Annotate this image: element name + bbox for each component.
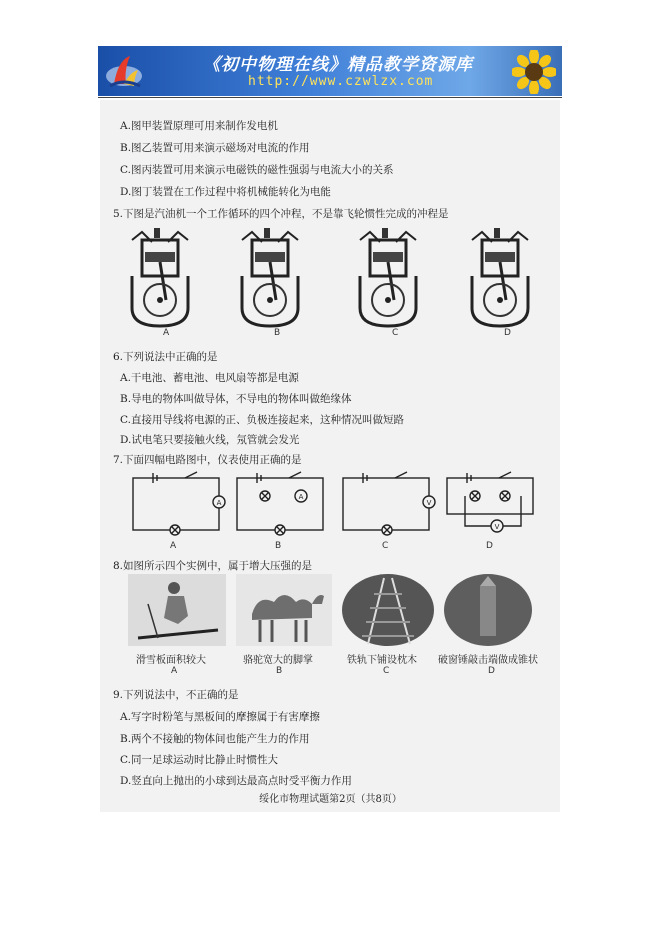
camel-image — [236, 574, 332, 646]
svg-text:V: V — [426, 499, 432, 507]
engine-strokes-figure — [118, 222, 538, 340]
q8-caption-a: 滑雪板面积较大 — [136, 655, 206, 666]
q9-option-b: B.两个不接触的物体间也能产生力的作用 — [120, 733, 310, 745]
q8-label-b: B — [276, 666, 283, 676]
page-footer: 绥化市物理试题第2页（共8页） — [259, 794, 402, 805]
q4-option-d: D.图丁装置在工作过程中将机械能转化为电能 — [120, 186, 331, 198]
q6-option-d: D.试电笔只要接触火线，氖管就会发光 — [120, 434, 300, 446]
skier-image — [128, 574, 226, 646]
site-banner — [98, 46, 562, 96]
circuits-figure — [125, 468, 545, 540]
circuit-label-b: B — [275, 541, 282, 551]
pressure-examples-figure — [128, 574, 538, 646]
question-8: 8.如图所示四个实例中，属于增大压强的是 — [113, 560, 313, 572]
question-6: 6.下列说法中正确的是 — [113, 351, 218, 363]
railway-image — [342, 574, 434, 646]
engine-label-a: A — [163, 328, 170, 338]
engine-label-d: D — [504, 328, 511, 338]
question-9: 9.下列说法中，不正确的是 — [113, 689, 239, 701]
q8-caption-b: 骆驼宽大的脚掌 — [243, 655, 313, 666]
q4-option-a: A.图甲装置原理可用来制作发电机 — [120, 120, 278, 132]
q8-label-d: D — [488, 666, 495, 676]
circuit-label-c: C — [382, 541, 389, 551]
header-rule — [98, 97, 562, 98]
banner-url[interactable]: http://www.czwlzx.com — [248, 74, 434, 89]
q8-caption-c: 铁轨下铺设枕木 — [347, 655, 417, 666]
q6-option-c: C.直接用导线将电源的正、负极连接起来，这种情况叫做短路 — [120, 414, 404, 426]
q6-option-b: B.导电的物体叫做导体，不导电的物体叫做绝缘体 — [120, 393, 352, 405]
svg-text:A: A — [298, 493, 304, 501]
q9-option-c: C.同一足球运动时比静止时惯性大 — [120, 754, 278, 766]
safety-hammer-image — [444, 574, 532, 646]
question-5: 5.下图是汽油机一个工作循环的四个冲程，不是靠飞轮惯性完成的冲程是 — [113, 208, 449, 220]
svg-text:V: V — [494, 523, 500, 531]
engine-label-c: C — [392, 328, 399, 338]
q9-option-a: A.写字时粉笔与黑板间的摩擦属于有害摩擦 — [120, 711, 320, 723]
site-logo-icon — [104, 50, 144, 92]
q6-option-a: A.干电池、蓄电池、电风扇等都是电源 — [120, 372, 299, 384]
q4-option-b: B.图乙装置可用来演示磁场对电流的作用 — [120, 142, 310, 154]
q8-label-a: A — [171, 666, 178, 676]
circuit-label-a: A — [170, 541, 177, 551]
svg-text:A: A — [216, 499, 222, 507]
q4-option-c: C.图丙装置可用来演示电磁铁的磁性强弱与电流大小的关系 — [120, 164, 394, 176]
q8-label-c: C — [383, 666, 390, 676]
circuit-label-d: D — [486, 541, 493, 551]
question-7: 7.下面四幅电路图中，仪表使用正确的是 — [113, 454, 302, 466]
q9-option-d: D.竖直向上抛出的小球到达最高点时受平衡力作用 — [120, 775, 352, 787]
banner-title: 《初中物理在线》精品教学资源库 — [203, 55, 473, 75]
q8-caption-d: 破窗锤敲击端做成锥状 — [438, 655, 538, 666]
engine-label-b: B — [274, 328, 281, 338]
sunflower-icon — [512, 50, 556, 94]
